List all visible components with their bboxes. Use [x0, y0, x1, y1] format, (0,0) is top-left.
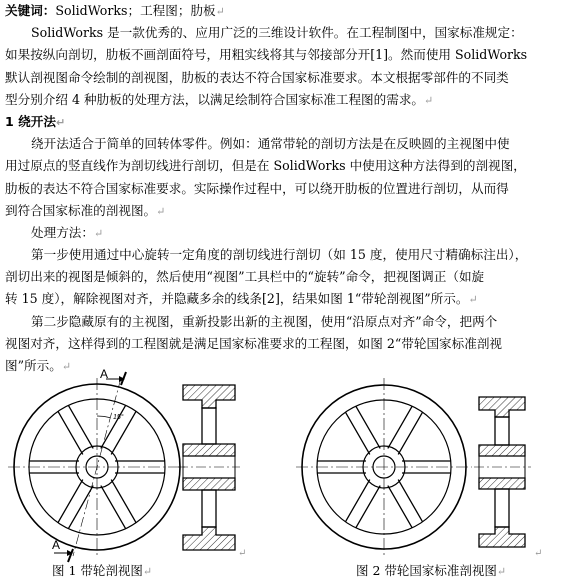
hub-upper — [479, 445, 525, 456]
figure2-main-view — [296, 378, 472, 556]
paragraph-mark: ↵ — [55, 115, 66, 129]
method-label: 处理方法：↵ — [31, 224, 104, 240]
angle-label: 15° — [113, 414, 124, 421]
hub-lower — [479, 478, 525, 489]
paragraph-mark: ↵ — [156, 204, 166, 218]
rim-bottom-section — [183, 527, 235, 550]
rim-top-section — [183, 385, 235, 408]
figure-mark: ↵ — [238, 548, 247, 559]
para1-line-last: 型分别介绍 4 种肋板的处理方法，以满足绘制符合国家标准工程图的需求。↵ — [5, 91, 434, 107]
spoke — [345, 480, 380, 528]
web-upper — [495, 417, 509, 445]
web-upper — [202, 408, 216, 444]
section-label-top: A — [100, 367, 109, 381]
figure1-section-view — [178, 385, 240, 550]
figure-mark: ↵ — [534, 548, 543, 559]
para4-line: 视图对齐，这样得到的工程图就是满足国家标准要求的工程图，如图 2“带轮国家标准剖视 — [5, 335, 503, 351]
para4-line-last: 图”所示。↵ — [5, 358, 72, 373]
rim-top-section — [479, 397, 525, 417]
figures-drawing — [0, 360, 572, 581]
figure2-section-view — [474, 397, 531, 547]
rim-bottom-section — [479, 527, 525, 547]
spoke — [58, 480, 93, 529]
paragraph-mark: ↵ — [93, 226, 104, 240]
paragraph-mark: ↵ — [61, 360, 72, 373]
spoke — [388, 406, 423, 454]
hub-upper — [183, 444, 235, 456]
figure1-main-view — [8, 372, 186, 562]
spoke — [101, 405, 136, 454]
web-lower — [202, 490, 216, 527]
keywords-label: 关键词： — [5, 3, 56, 18]
angle-arc — [97, 416, 110, 418]
section-title: 1 绕开法↵ — [5, 113, 66, 129]
para3-line: 第一步使用通过中心旋转一定角度的剖切线进行剖切（如 15 度，使用尺寸精确标注出）， — [31, 247, 528, 263]
figure1-caption: 图 1 带轮剖视图↵ — [52, 563, 153, 578]
para3-line-last: 转 15 度），解除视图对齐，并隐藏多余的线条[2]，结果如图 1“带轮剖视图”所示。↵ — [5, 291, 478, 307]
spoke — [388, 480, 423, 528]
paragraph-mark: ↵ — [215, 5, 225, 18]
spoke — [58, 405, 93, 454]
para4-line: 第二步隐藏原有的主视图，重新投影出新的主视图，使用“沿原点对齐”命令，把两个 — [31, 313, 498, 329]
spoke — [101, 480, 136, 529]
para1-line: 默认剖视图命令绘制的剖视图，肋板的表达不符合国家标准要求。本文根据零部件的不同类 — [5, 69, 509, 85]
figure2-caption: 图 2 带轮国家标准剖视图↵ — [356, 563, 507, 578]
para1-line: SolidWorks 是一款优秀的、应用广泛的三维设计软件。在工程制图中，国家标准规定： — [31, 25, 523, 41]
para1-line: 如果按纵向剖切，肋板不画剖面符号，用粗实线将其与邻接部分开[1]。然而使用 SolidWorks — [5, 47, 528, 63]
para2-line-last: 到符合国家标准的剖视图。↵ — [5, 202, 166, 218]
article-text — [5, 0, 567, 377]
para2-line: 用过原点的竖直线作为剖切线进行剖切，但是在 SolidWorks 中使用这种方法得到的剖视图， — [5, 158, 526, 174]
paragraph-mark: ↵ — [468, 293, 478, 307]
keywords-text: SolidWorks；工程图；肋板 — [55, 3, 216, 18]
para3-line: 剖切出来的视图是倾斜的，然后使用“视图”工具栏中的“旋转”命令，把视图调正（如旋 — [5, 269, 485, 285]
para2-line: 肋板的表达不符合国家标准要求。实际操作过程中，可以绕开肋板的位置进行剖切，从而得 — [5, 180, 509, 196]
spoke — [345, 406, 380, 454]
web-lower — [495, 489, 509, 527]
paragraph-mark: ↵ — [424, 93, 434, 107]
hub-lower — [183, 478, 235, 490]
para2-line: 绕开法适合于简单的回转体零件。例如：通常带轮的剖切方法是在反映圆的主视图中使 — [31, 136, 510, 152]
keywords-line — [5, 0, 567, 22]
section-label-bottom: A — [52, 538, 61, 552]
